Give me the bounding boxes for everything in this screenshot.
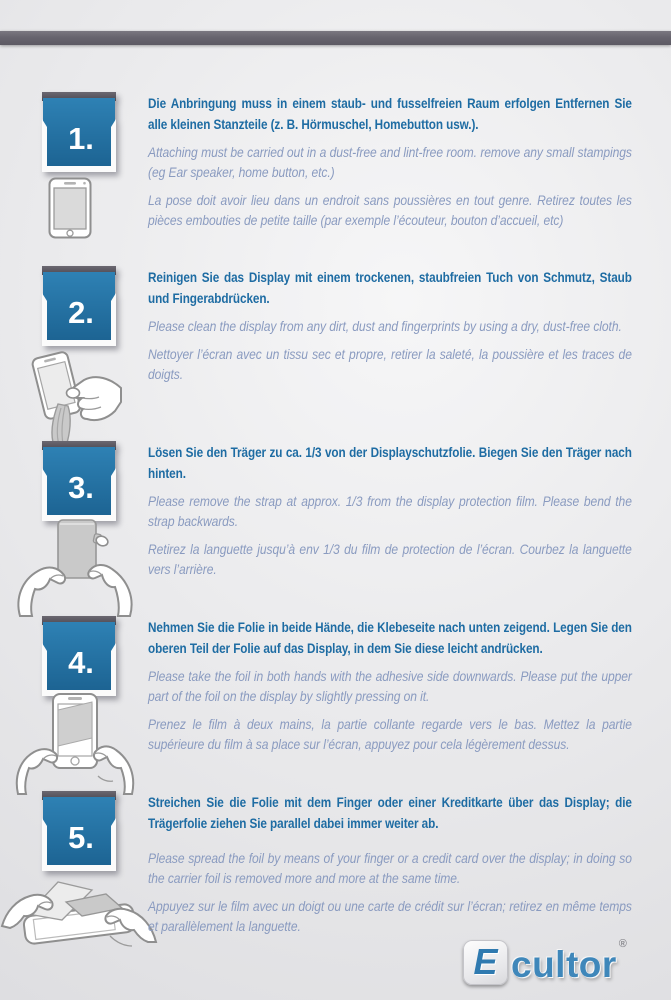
logo-e-tile [463, 940, 508, 985]
step-5-de: Streichen Sie die Folie mit dem Finger oder einer Kreditkarte über das Display; die Trägerfolie ziehen Sie parallel dabei immer weiter ab. [148, 795, 632, 831]
step-3-de: Lösen Sie den Träger zu ca. 1/3 von der Displayschutzfolie. Biegen Sie den Träger nach hinten. [148, 445, 632, 481]
logo-e-letter: E [473, 940, 498, 982]
step-3-en: Please remove the strap at approx. 1/3 from the display protection film. Please bend the strap backwards. [148, 493, 632, 529]
peel-liner-icon [14, 514, 136, 618]
step-3-number: 3. [68, 470, 94, 505]
step-1-number: 1. [68, 121, 94, 156]
step-2-text [148, 267, 632, 384]
step-4-text [148, 617, 632, 754]
registered-mark: ® [618, 938, 627, 950]
phone-icon [48, 177, 92, 239]
step-3-fr: Retirez la languette jusqu’à env 1/3 du film de protection de l’écran. Courbez la languette vers l’arrière. [148, 541, 632, 577]
step-5-en: Please spread the foil by means of your finger or a credit card over the display; in doing so the carrier foil is removed more and more at the same time. [148, 850, 632, 886]
step-2-fr: Nettoyer l’écran avec un tissu sec et propre, retirer la saleté, la poussière et les traces de doigts. [148, 346, 632, 382]
step-2-number: 2. [68, 295, 94, 330]
step-1-en: Attaching must be carried out in a dust-free and lint-free room. remove any small stampings (eg Ear speaker, home button, etc.) [148, 144, 632, 180]
logo-wordmark: cultor [511, 944, 617, 985]
step-3-text [148, 442, 632, 579]
step-1-fr: La pose doit avoir lieu dans un endroit sans poussières en tout genre. Retirez toutes les pièces embouties de petite taille (par exemple l’écouteur, bouton d’accueil, etc) [148, 192, 632, 228]
step-1-badge [42, 92, 116, 172]
step-4-number: 4. [68, 645, 94, 680]
step-2-de: Reinigen Sie das Display mit einem trockenen, staubfreien Tuch von Schmutz, Staub und Fingerabdrücken. [148, 270, 632, 306]
step-5-text [148, 792, 632, 936]
step-5-number: 5. [68, 820, 94, 855]
step-4-fr: Prenez le film à deux mains, la partie collante regarde vers le bas. Mettez la partie supérieure du film à sa place sur l’écran, appuyez pour cela légèrement dessus. [148, 716, 632, 752]
smooth-card-icon [0, 856, 158, 964]
step-5-fr: Appuyez sur le film avec un doigt ou une carte de crédit sur l’écran; retirez en même temps et parallèlement la languette. [148, 898, 632, 934]
step-2-en: Please clean the display from any dirt, dust and fingerprints by using a dry, dust-free cloth. [148, 318, 622, 334]
brand-logo [463, 936, 638, 990]
top-divider-bar [0, 31, 671, 45]
step-1-de: Die Anbringung muss in einem staub- und fusselfreien Raum erfolgen Entfernen Sie alle kleinen Stanzteile (z. B. Hörmuschel, Homebutton usw.). [148, 96, 632, 132]
step-4-de: Nehmen Sie die Folie in beide Hände, die Klebeseite nach unten zeigend. Legen Sie den oberen Teil der Folie auf das Display, in dem Sie diese leicht andrücken. [148, 620, 632, 656]
apply-foil-icon [14, 688, 136, 802]
step-1-text [148, 93, 632, 230]
step-4-en: Please take the foil in both hands with the adhesive side downwards. Please put the upper part of the foil on the display by slightly pressing on it. [148, 668, 632, 704]
step-4-badge [42, 616, 116, 696]
clean-display-icon [24, 342, 124, 450]
step-3-badge [42, 441, 116, 521]
step-2-badge [42, 266, 116, 346]
